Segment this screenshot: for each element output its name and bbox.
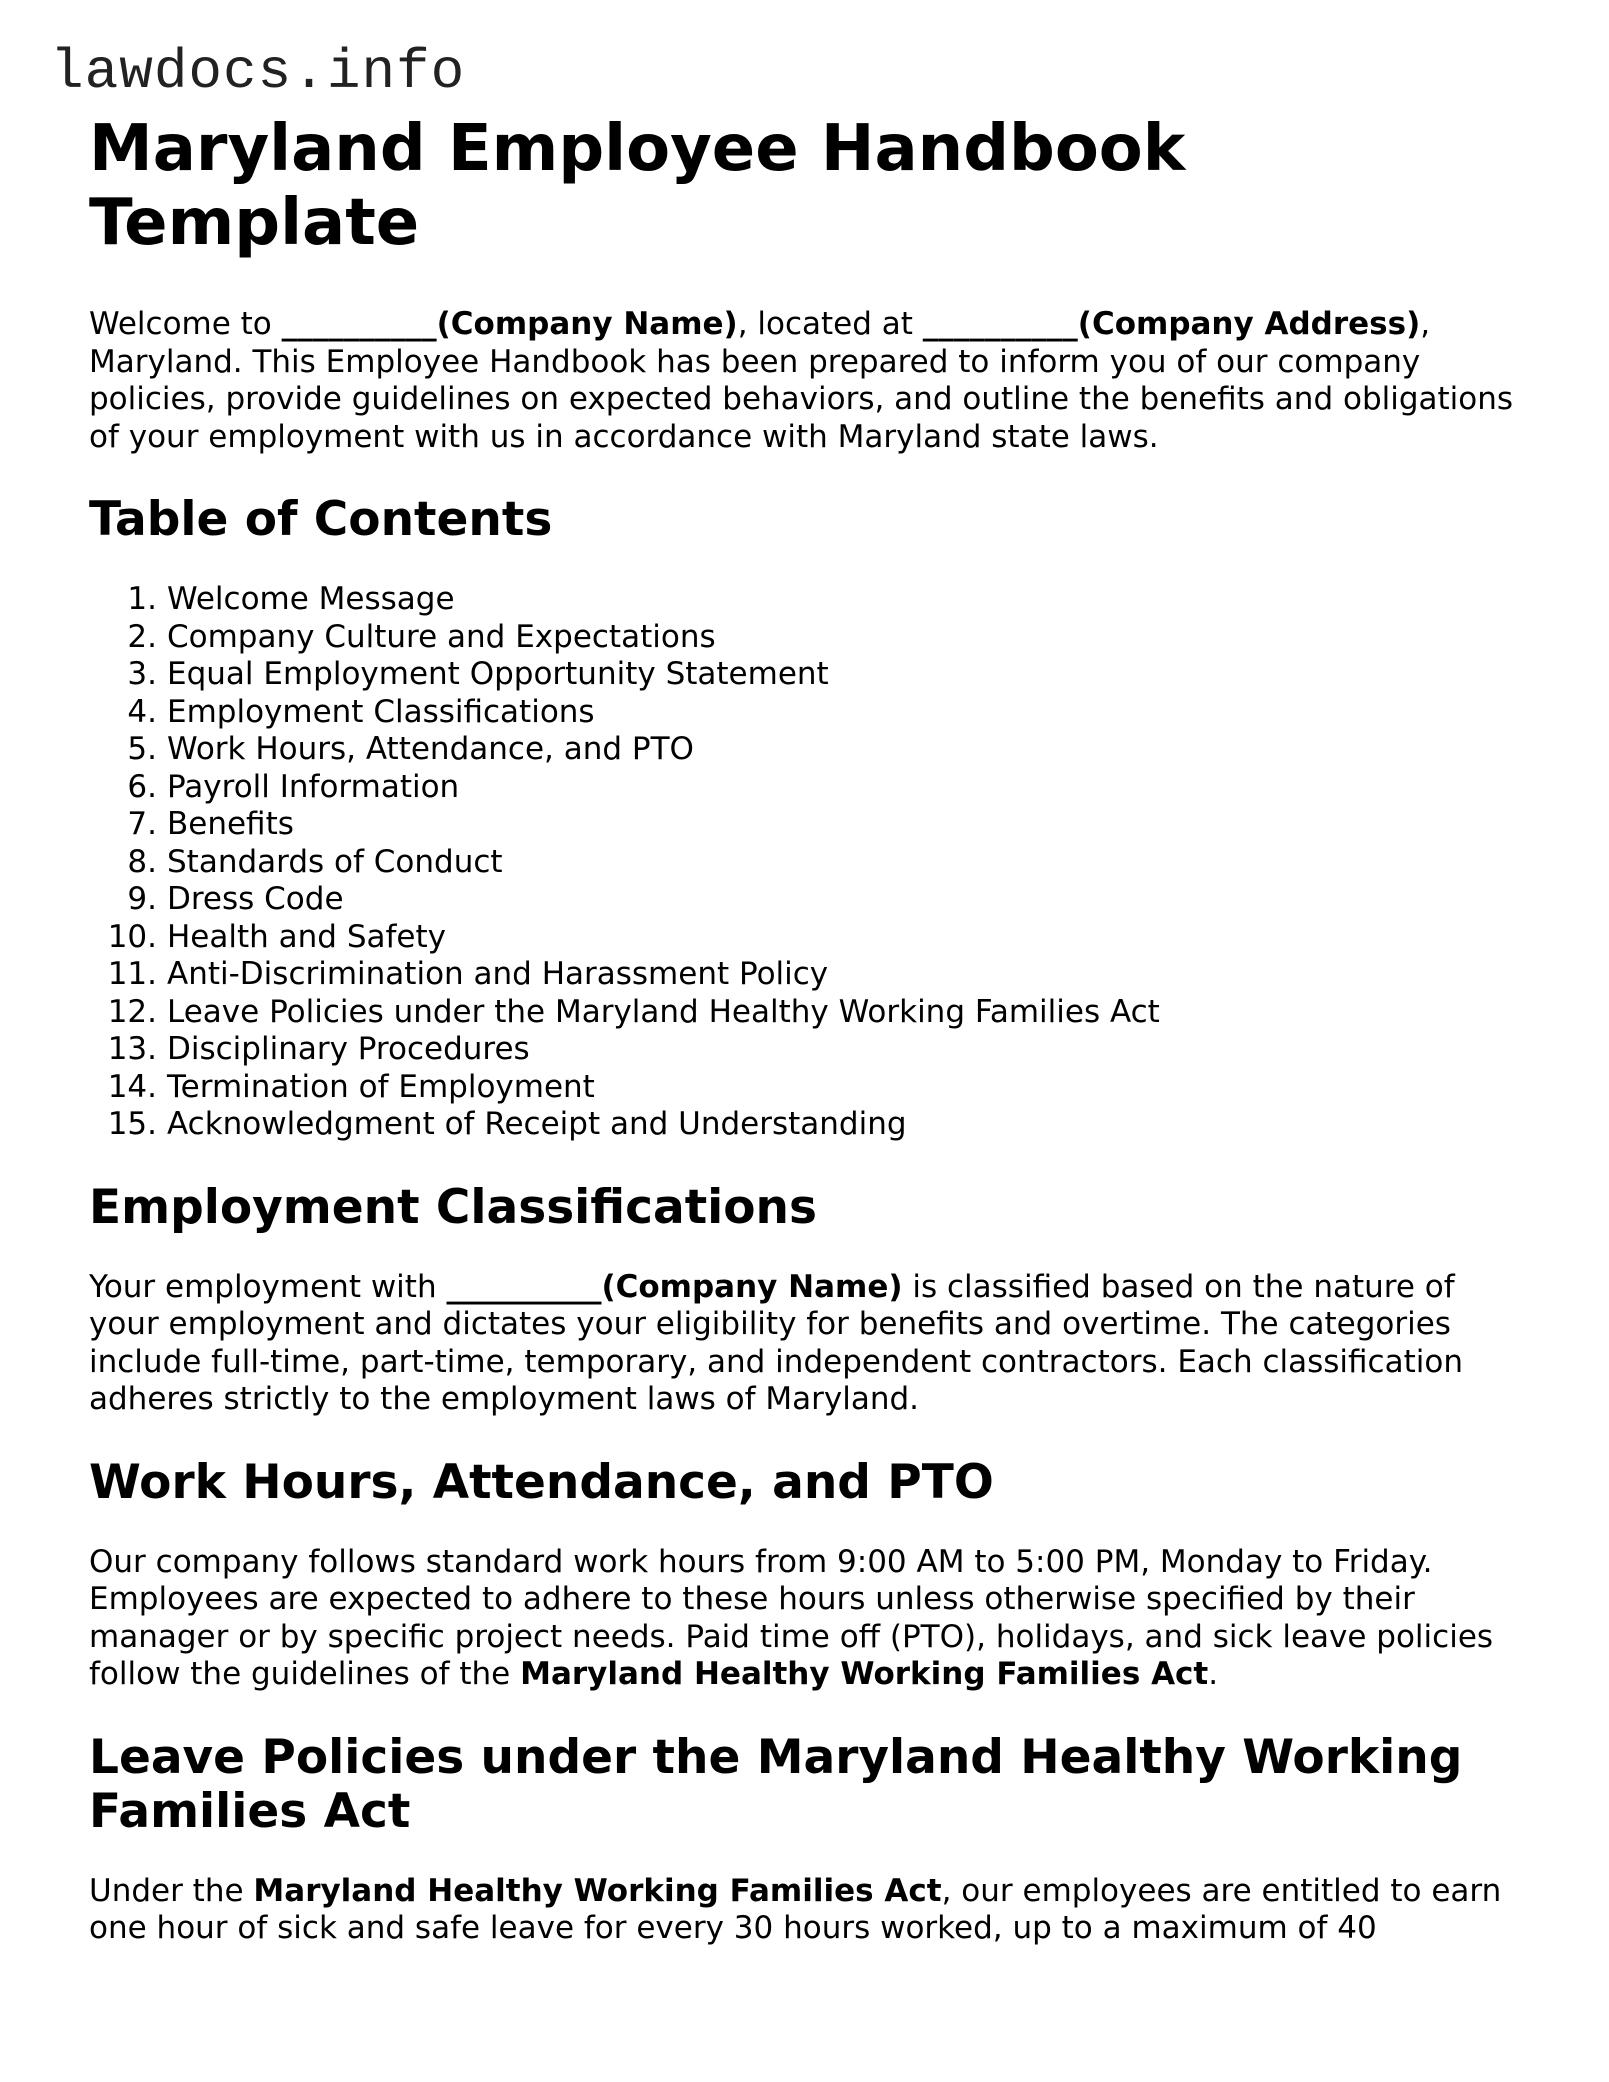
toc-item-label: Welcome Message <box>167 581 455 617</box>
toc-item-label: Benefits <box>167 806 294 842</box>
leave-text-2: , our employees are entitled to earn one hour of sick and safe leave for every 30 hours worked, up to a maximum of 40 <box>89 1872 1502 1946</box>
toc-item <box>89 656 1529 694</box>
intro-text-1: Welcome to <box>89 306 282 342</box>
leave-heading: Leave Policies under the Maryland Healthy Working Families Act <box>89 1729 1463 1839</box>
page-title: Maryland Employee Handbook Template <box>89 112 1186 260</box>
toc-item-label: Health and Safety <box>167 918 446 955</box>
work-hours-paragraph <box>89 1544 1529 1694</box>
toc-item-number: 4. <box>127 693 157 730</box>
toc-item <box>89 919 1529 957</box>
toc-item <box>89 806 1529 844</box>
toc-item-label: Anti-Discrimination and Harassment Policy <box>167 956 829 992</box>
toc-item-label: Dress Code <box>167 881 344 917</box>
toc-item <box>89 1069 1529 1107</box>
toc-item <box>89 694 1529 732</box>
act-name: Maryland Healthy Working Families Act <box>253 1872 942 1909</box>
act-name: Maryland Healthy Working Families Act <box>520 1656 1209 1692</box>
toc-item <box>89 844 1529 882</box>
intro-text-3: , Maryland. This Employee Handbook has been prepared to inform you of our company policies, provide guidelines on expected behaviors, and outline the benefits and obligations of your employment with us in accordance with Maryland state laws. <box>89 306 1514 455</box>
toc-item-number: 1. <box>127 581 157 617</box>
toc-list <box>89 581 1529 1144</box>
work-hours-heading: Work Hours, Attendance, and PTO <box>89 1454 994 1510</box>
site-watermark: lawdocs.info <box>50 40 466 104</box>
classifications-paragraph <box>89 1269 1529 1419</box>
company-address-blank: __________(Company Address) <box>922 306 1421 342</box>
toc-item-label: Standards of Conduct <box>167 843 503 880</box>
document-body <box>89 112 1529 1948</box>
toc-item-number: 3. <box>127 656 157 692</box>
toc-item <box>89 881 1529 919</box>
toc-item-number: 5. <box>127 731 157 767</box>
company-name-blank: __________(Company Name) <box>281 306 738 342</box>
toc-item-number: 14. <box>107 1068 157 1105</box>
toc-item-number: 7. <box>127 806 157 842</box>
leave-text-1: Under the <box>89 1872 254 1909</box>
toc-item <box>89 581 1529 619</box>
toc-item <box>89 619 1529 657</box>
toc-item-number: 15. <box>107 1106 157 1142</box>
toc-item-label: Work Hours, Attendance, and PTO <box>167 731 694 767</box>
toc-heading: Table of Contents <box>89 492 553 547</box>
company-name-blank: __________(Company Name) <box>446 1268 903 1305</box>
classifications-text-1: Your employment with <box>89 1268 447 1305</box>
toc-item-number: 11. <box>107 956 157 992</box>
toc-item-number: 13. <box>107 1031 157 1067</box>
intro-paragraph <box>89 306 1529 456</box>
toc-item-label: Payroll Information <box>167 768 460 805</box>
toc-item-number: 2. <box>127 618 157 655</box>
work-hours-text-1: Our company follows standard work hours from 9:00 AM to 5:00 PM, Monday to Friday. Employees are expected to adhere to these hours unless otherwise specified by their manager or by specific project needs. Paid time off (PTO), holidays, and sick leave policies follow the guidelines of the <box>89 1543 1494 1692</box>
toc-item-number: 6. <box>127 768 157 805</box>
leave-paragraph <box>89 1873 1529 1948</box>
intro-text-2: , located at <box>737 306 923 342</box>
toc-item <box>89 731 1529 769</box>
toc-item-label: Acknowledgment of Receipt and Understanding <box>167 1106 907 1142</box>
classifications-text-2: is classified based on the nature of your employment and dictates your eligibility for benefits and overtime. The categories include full-time, part-time, temporary, and independent contractors. Each classification adheres strictly to the employment laws of Maryland. <box>89 1268 1463 1417</box>
toc-item <box>89 1106 1529 1144</box>
toc-item <box>89 1031 1529 1069</box>
toc-item <box>89 769 1529 807</box>
toc-item <box>89 956 1529 994</box>
toc-item-number: 10. <box>107 918 157 955</box>
toc-item-label: Leave Policies under the Maryland Healthy Working Families Act <box>167 993 1160 1030</box>
toc-item-label: Termination of Employment <box>167 1068 595 1105</box>
toc-item-number: 9. <box>127 881 157 917</box>
toc-item-label: Disciplinary Procedures <box>167 1031 530 1067</box>
toc-item-number: 8. <box>127 843 157 880</box>
toc-item-label: Employment Classifications <box>167 693 595 730</box>
toc-item-label: Equal Employment Opportunity Statement <box>167 656 829 692</box>
toc-item-number: 12. <box>107 993 157 1030</box>
work-hours-text-2: . <box>1208 1656 1219 1692</box>
toc-item-label: Company Culture and Expectations <box>167 618 716 655</box>
classifications-heading: Employment Classifications <box>89 1179 817 1235</box>
toc-item <box>89 994 1529 1032</box>
